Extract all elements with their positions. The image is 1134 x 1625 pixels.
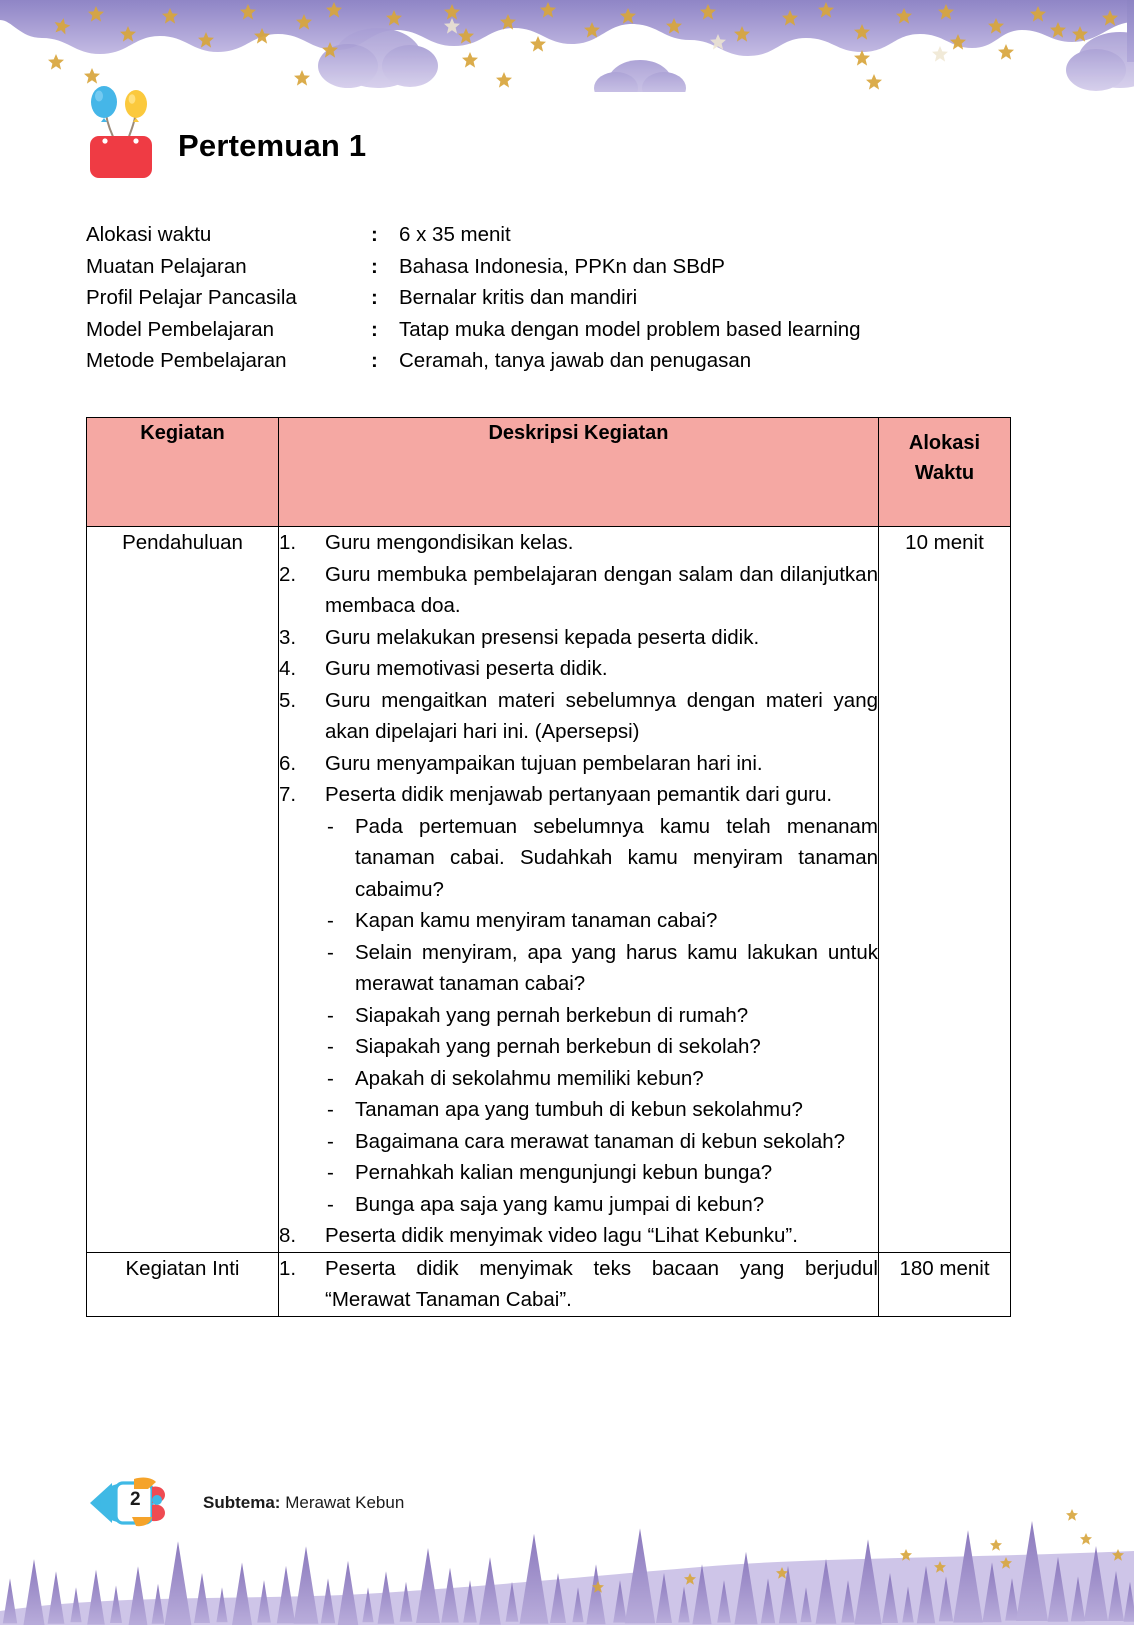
table-row: [87, 527, 1011, 1253]
lesson-activity-table: [86, 417, 1011, 1317]
sub-question-item: - Bagaimana cara merawat tanaman di kebun sekolah?: [325, 1126, 878, 1158]
meta-value: Ceramah, tanya jawab dan penugasan: [399, 349, 752, 372]
step-item: [279, 685, 878, 748]
footer-page-badge: [90, 1477, 404, 1529]
meta-row: [86, 282, 986, 314]
step-item: [279, 653, 878, 685]
meta-value: Bernalar kritis dan mandiri: [399, 286, 638, 309]
meta-colon: :: [371, 223, 378, 246]
meta-row: [86, 345, 986, 377]
cell-kegiatan: Pendahuluan: [87, 527, 279, 1253]
page-number: 2: [130, 1489, 141, 1510]
sub-question-item: - Pada pertemuan sebelumnya kamu telah menanam tanaman cabai. Sudahkah kamu menyiram tanaman cabaimu?: [325, 811, 878, 906]
subtema-value: Merawat Kebun: [285, 1493, 405, 1512]
table-row: [87, 1252, 1011, 1316]
subtema-label: Subtema:: [203, 1493, 281, 1512]
column-header-alokasi-waktu: [879, 418, 1011, 527]
step-item: [279, 1253, 878, 1316]
cell-kegiatan: Kegiatan Inti: [87, 1252, 279, 1316]
step-text: Guru mengaitkan materi sebelumnya dengan materi yang akan dipelajari hari ini. (Apersepsi): [325, 688, 878, 743]
cell-deskripsi: [279, 527, 879, 1253]
meta-row: [86, 219, 986, 251]
meta-row: [86, 314, 986, 346]
meta-label: Profil Pelajar Pancasila: [86, 286, 297, 309]
step-text: Guru memotivasi peserta didik.: [325, 657, 608, 680]
sub-question-item: - Selain menyiram, apa yang harus kamu lakukan untuk merawat tanaman cabai?: [325, 937, 878, 1000]
column-header-kegiatan: Kegiatan: [87, 418, 279, 527]
column-header-alokasi-line1: Alokasi: [908, 432, 981, 454]
step-text: Guru melakukan presensi kepada peserta didik.: [325, 625, 760, 649]
meta-colon: :: [371, 349, 378, 372]
page-title-block: [78, 84, 366, 182]
meta-label: Muatan Pelajaran: [86, 254, 247, 278]
step-text: Guru menyampaikan tujuan pembelaran hari ini.: [325, 751, 763, 775]
step-item: [279, 622, 878, 654]
sub-question-item: - Tanaman apa yang tumbuh di kebun sekolahmu?: [325, 1094, 878, 1126]
step-text: Guru mengondisikan kelas.: [325, 531, 574, 554]
step-text: Peserta didik menyimak teks bacaan yang berjudul “Merawat Tanaman Cabai”.: [325, 1256, 878, 1311]
meta-colon: :: [371, 286, 378, 309]
table-header-row: [87, 418, 1011, 527]
sub-question-item: - Siapakah yang pernah berkebun di sekolah?: [325, 1031, 878, 1063]
meta-value: 6 x 35 menit: [399, 223, 511, 246]
column-header-deskripsi: Deskripsi Kegiatan: [279, 418, 879, 527]
sub-question-item: - Pernahkah kalian mengunjungi kebun bunga?: [325, 1157, 878, 1189]
table-body: [87, 527, 1011, 1317]
cell-alokasi-waktu: 180 menit: [879, 1252, 1011, 1316]
step-item: [279, 1220, 878, 1252]
sub-question-item: - Apakah di sekolahmu memiliki kebun?: [325, 1063, 878, 1095]
page-title: Pertemuan 1: [178, 128, 367, 163]
subtema-text: [203, 1493, 404, 1513]
column-header-alokasi-line2: Waktu: [914, 462, 975, 484]
meta-label: Model Pembelajaran: [86, 317, 275, 341]
cell-deskripsi: [279, 1252, 879, 1316]
step-item: [279, 559, 878, 622]
meta-row: [86, 251, 986, 283]
step-item: [279, 527, 878, 559]
step-text: Peserta didik menjawab pertanyaan pemantik dari guru.: [325, 783, 833, 806]
meta-colon: :: [371, 317, 378, 341]
step-text: Peserta didik menyimak video lagu “Lihat Kebunku”.: [325, 1224, 798, 1247]
step-list: [279, 1253, 878, 1316]
sub-question-list: [325, 811, 878, 1221]
step-item: [279, 779, 878, 1220]
sub-question-item: - Siapakah yang pernah berkebun di rumah?: [325, 1000, 878, 1032]
step-text: Guru membuka pembelajaran dengan salam dan dilanjutkan membaca doa.: [325, 562, 878, 617]
step-item: [279, 748, 878, 780]
sub-question-item: - Kapan kamu menyiram tanaman cabai?: [325, 905, 878, 937]
rocket-icon: [90, 1477, 194, 1529]
meta-label: Alokasi waktu: [86, 223, 212, 246]
cell-alokasi-waktu: 10 menit: [879, 527, 1011, 1253]
lesson-metadata: [86, 219, 986, 377]
meta-value: Tatap muka dengan model problem based learning: [399, 317, 861, 341]
step-list: [279, 527, 878, 1252]
balloons-card-icon: [78, 84, 164, 182]
sub-question-item: - Bunga apa saja yang kamu jumpai di kebun?: [325, 1189, 878, 1221]
meta-colon: :: [371, 254, 378, 278]
meta-value: Bahasa Indonesia, PPKn dan SBdP: [399, 254, 725, 278]
meta-label: Metode Pembelajaran: [86, 349, 287, 372]
